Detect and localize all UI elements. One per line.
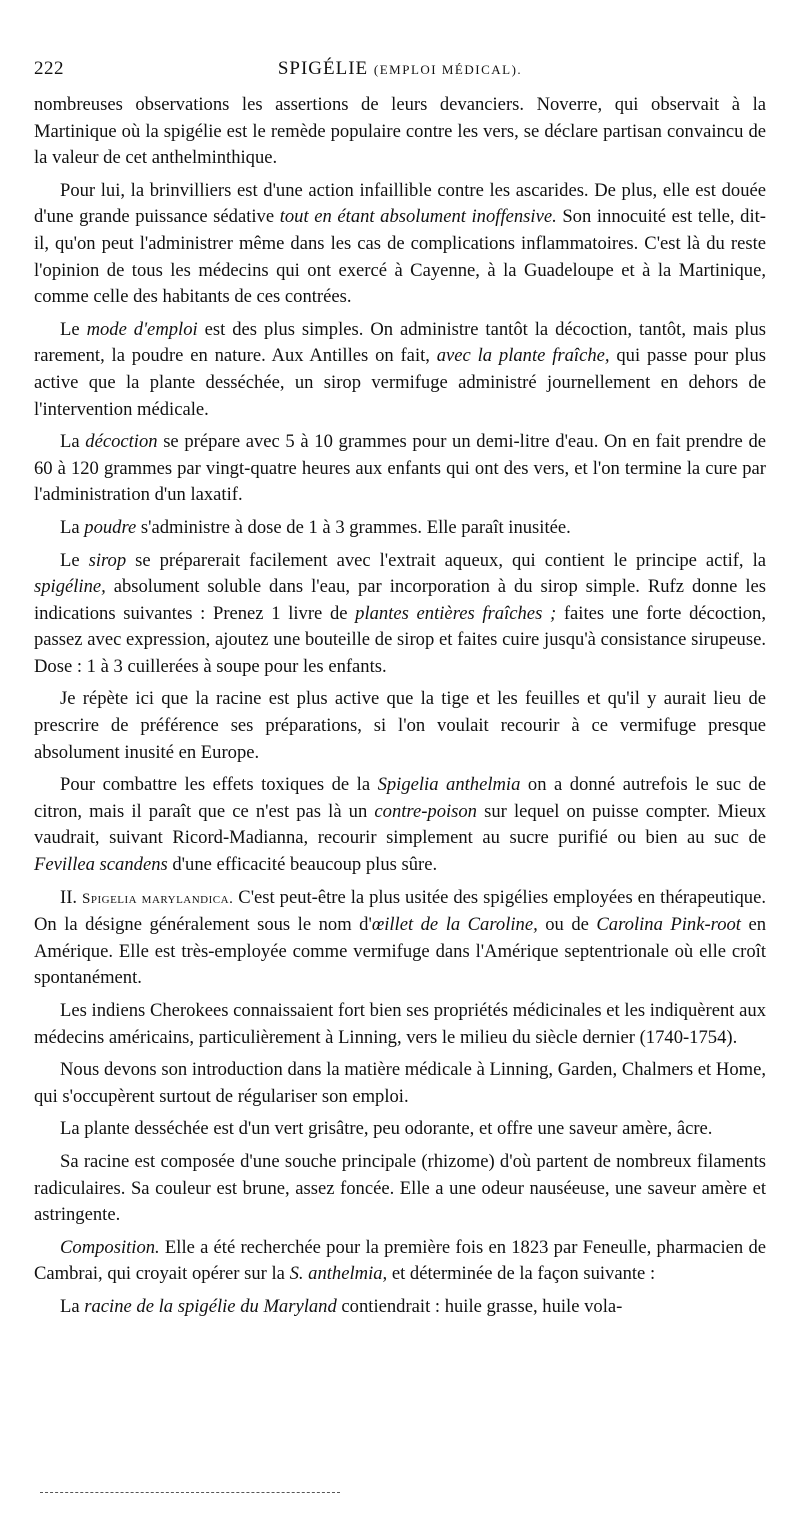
text-run: Pour combattre les effets toxiques de la <box>60 774 378 796</box>
paragraph <box>34 885 766 992</box>
paragraph <box>34 772 766 878</box>
italic-text: œillet de la Caroline, <box>371 914 538 936</box>
body-text <box>34 92 766 1327</box>
italic-text: tout en étant absolument inoffensive. <box>279 206 557 228</box>
italic-text: Carolina Pink-root <box>596 914 741 936</box>
text-run: Sa racine est composée d'une souche principale (rhizome) d'où partent de nombreux filaments radiculaires. Sa couleur est brune, assez foncée. Elle a une odeur nauséeuse, une saveur amère et astringente. <box>34 1150 766 1226</box>
paragraph <box>34 178 766 311</box>
page-header <box>30 56 770 86</box>
italic-text: racine de la spigélie du Maryland <box>84 1295 337 1317</box>
text-run: Je répète ici que la racine est plus active que la tige et les feuilles et qu'il y aurait lieu de prescrire de préférence ses préparations, si l'on voulait recourir à ce vermifuge presque absolument inusité en Europe. <box>34 688 766 763</box>
text-run: se préparerait facilement avec l'extrait aqueux, qui contient le principe actif, la <box>126 549 766 571</box>
italic-text: plantes entières fraîches ; <box>355 602 557 624</box>
paragraph <box>34 317 766 423</box>
paragraph <box>34 1235 766 1288</box>
italic-text: contre-poison <box>374 800 477 822</box>
paragraph <box>34 998 766 1051</box>
text-run: faites une forte décoction, passez avec expression, ajoutez une bouteille de sirop et faites cuire jusqu'à consistance sirupeuse. Dose : 1 à 3 cuillerées à soupe pour les enfants. <box>34 602 766 677</box>
text-run: C'est peut-être la plus usitée des spigélies employées en thérapeutique. On la désigne généralement sous le nom d' <box>34 886 766 936</box>
running-title-sub: (EMPLOI MÉDICAL). <box>373 62 523 77</box>
text-run: et déterminée de la façon suivante : <box>387 1263 656 1285</box>
text-run: Pour lui, la brinvilliers est d'une action infaillible contre les ascarides. De plus, elle est douée d'une grande puissance sédative <box>34 179 766 228</box>
running-title-main: SPIGÉLIE <box>277 58 369 79</box>
italic-text: Composition. <box>60 1236 160 1258</box>
paragraph <box>34 1149 766 1229</box>
paragraph <box>34 1116 766 1143</box>
italic-text: S. anthelmia, <box>289 1263 388 1285</box>
italic-text: Fevillea scandens <box>34 854 168 876</box>
text-run: se prépare avec 5 à 10 grammes pour un demi-litre d'eau. On en fait prendre de 60 à 120 grammes par vingt-quatre heures aux enfants qui ont des vers, et l'on termine la cure par l'administration d'un laxatif. <box>34 431 766 506</box>
text-run: absolument soluble dans l'eau, par incorporation à du sirop simple. Rufz donne les indications suivantes : Prenez 1 livre de <box>34 576 766 624</box>
text-run: La plante desséchée est d'un vert grisâtre, peu odorante, et offre une saveur amère, âcre. <box>60 1118 713 1140</box>
text-run: ou de <box>537 914 597 936</box>
text-run: Nous devons son introduction dans la matière médicale à Linning, Garden, Chalmers et Home, qui s'occupèrent surtout de régulariser son emploi. <box>34 1059 766 1107</box>
paragraph <box>34 548 766 681</box>
text-run: Elle a été recherchée pour la première fois en 1823 par Feneulle, pharmacien de Cambrai, qui croyait opérer sur la <box>34 1236 766 1285</box>
italic-text: sirop <box>88 549 127 571</box>
paragraph <box>34 515 766 542</box>
italic-text: poudre <box>84 516 137 538</box>
italic-text: mode d'emploi <box>86 318 198 340</box>
page-number: 222 <box>34 58 64 79</box>
text-run: Son innocuité est telle, dit-il, qu'on peut l'administrer même dans les cas de complications inflammatoires. C'est là du reste l'opinion de tous les médecins qui ont exercé à Cayenne, à la Guadeloupe et à la Martinique, comme celle des habitants de ces contrées. <box>34 206 766 308</box>
text-run: sur lequel on puisse compter. Mieux vaudrait, suivant Ricord-Madianna, recourir simplement au sucre purifié ou bien au suc de <box>34 800 766 849</box>
text-run: en Amérique. Elle est très-employée comme vermifuge dans l'Amérique septentrionale où elle croît spontanément. <box>34 914 767 989</box>
paragraph <box>34 429 766 509</box>
text-run: contiendrait : huile grasse, huile vola- <box>336 1295 623 1317</box>
text-run: Les indiens Cherokees connaissaient fort bien ses propriétés médicinales et les indiquèrent aux médecins américains, particulièrement à Linning, vers le milieu du siècle dernier (1740-1754). <box>34 1000 766 1048</box>
text-run: Le <box>60 318 87 340</box>
running-title <box>30 58 770 80</box>
text-run: II. <box>60 886 82 908</box>
text-run: qui passe pour plus active que la plante desséchée, un sirop vermifuge administré journellement en dehors de l'intervention médicale. <box>34 345 766 420</box>
italic-text: Spigelia anthelmia <box>377 774 521 796</box>
text-run: d'une efficacité beaucoup plus sûre. <box>167 854 438 876</box>
paragraph <box>34 686 766 766</box>
small-caps-text: Spigelia marylandica. <box>82 890 234 907</box>
text-run: La <box>60 431 86 453</box>
paragraph <box>34 1057 766 1110</box>
paragraph <box>34 92 766 172</box>
text-run: on a donné autrefois le suc de citron, mais il paraît que ce n'est pas là un <box>34 774 767 822</box>
text-run: s'administre à dose de 1 à 3 grammes. Elle paraît inusitée. <box>136 516 571 538</box>
footer-rule <box>40 1492 340 1493</box>
italic-text: décoction <box>85 431 158 453</box>
text-run: La <box>60 1295 85 1317</box>
italic-text: avec la plante fraîche, <box>436 345 610 367</box>
text-run: La <box>60 516 85 538</box>
paragraph <box>34 1294 766 1321</box>
italic-text: spigéline, <box>34 576 106 598</box>
text-run: est des plus simples. On administre tantôt la décoction, tantôt, mais plus rarement, la poudre en nature. Aux Antilles on fait, <box>34 318 766 367</box>
text-run: nombreuses observations les assertions de leurs devanciers. Noverre, qui observait à la Martinique où la spigélie est le remède populaire contre les vers, se déclare partisan convaincu de la valeur de cet anthelminthique. <box>34 94 766 169</box>
text-run: Le <box>60 549 89 571</box>
